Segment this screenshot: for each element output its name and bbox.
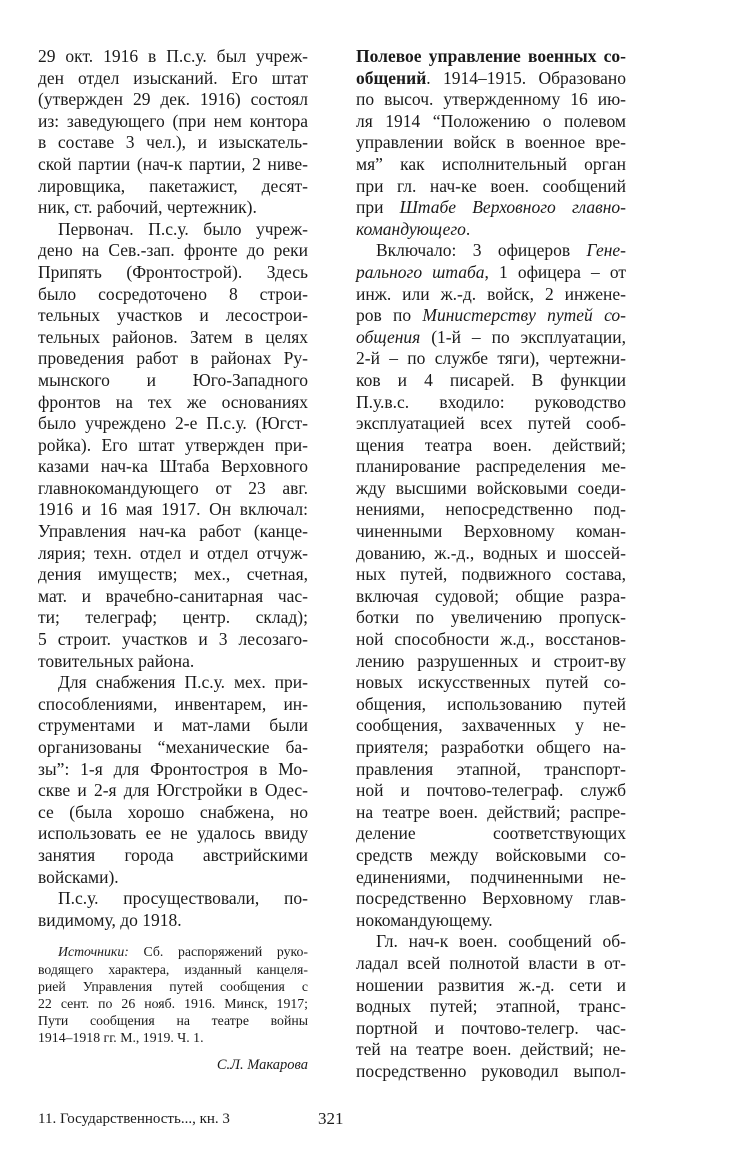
italic-link-text: общения (356, 326, 421, 347)
text-line: тельных участков и лесострои- (38, 305, 308, 326)
sources-line: водящего характера, изданный канцеля- (38, 961, 308, 977)
text-line: инж. или ж.-д. войск, 2 инжене- (356, 283, 626, 304)
text-line: было учреждено 2-е П.с.у. (Югст- (38, 413, 308, 434)
text-line (356, 197, 626, 219)
text-line: 29 окт. 1916 в П.с.у. был учреж- (38, 46, 308, 66)
text-segment: ров по (356, 305, 423, 326)
text-line: планирование распределения ме- (356, 456, 626, 477)
text-line: видимому, до 1918. (38, 909, 182, 930)
text-line: эксплуатацией всех путей сооб- (356, 413, 626, 434)
text-line: скве и 2-я для Югстройки в Одес- (38, 780, 308, 801)
text-line: из: заведующего (при нем контора (38, 110, 308, 131)
text-line: 2-й – по службе тяги), чертежни- (356, 348, 626, 369)
left-paragraph-2 (38, 219, 308, 672)
text-line: по высоч. утвержденному 16 ию- (356, 89, 626, 110)
text-line: мат. и врачебно-санитарная час- (38, 585, 308, 606)
text-line: П.с.у. просуществовали, по- (58, 888, 308, 909)
text-line: зы”: 1-я для Фронтостроя в Мо- (38, 758, 308, 779)
text-line: нениями, непосредственно под- (356, 499, 626, 520)
text-line (356, 327, 626, 349)
text-line (356, 240, 626, 262)
text-line (356, 262, 626, 284)
left-paragraph-3 (38, 672, 308, 888)
text-line: 1916 и 16 мая 1917. Он включал: (38, 499, 308, 520)
text-line: сообщения, захваченных у не- (356, 715, 626, 736)
italic-link-text: Штабе Верховного главно- (399, 197, 627, 218)
text-line: П.у.в.с. входило: руководство (356, 391, 626, 412)
sources-block (38, 943, 308, 1046)
text-line: ден отдел изысканий. Его штат (38, 67, 308, 88)
text-line: единениями, подчиненными не- (356, 866, 626, 887)
text-line: лярия; техн. отдел и отдел отчуж- (38, 542, 308, 563)
text-line: ных путей, подвижного состава, (356, 564, 626, 585)
text-line: ботки по увеличению пропуск- (356, 607, 626, 628)
text-line: мынского и Юго-Западного (38, 369, 308, 390)
text-line: товительных района. (38, 650, 195, 671)
text-line: при гл. нач-ке воен. сообщений (356, 175, 626, 196)
text-line: организованы “механические ба- (38, 737, 308, 757)
text-line: дения имуществ; мех., счетная, (38, 564, 308, 585)
text-line: проведения работ в районах Ру- (38, 348, 308, 369)
text-line: казами нач-ка Штаба Верховного (38, 456, 308, 477)
text-line: ской партии (нач-к партии, 2 ниве- (38, 153, 308, 174)
sources-text: Сб. распоряжений руко- (128, 944, 308, 960)
text-line: ладал всей полнотой власти в от- (356, 952, 626, 973)
text-line: щения театра воен. действий; (356, 434, 626, 455)
text-line: чиненными Верховному коман- (356, 521, 626, 542)
heading-bold: общений (356, 67, 427, 88)
text-line: 5 строит. участков и 3 лесозаго- (38, 629, 308, 650)
text-line: дено на Сев.-зап. фронте до реки (38, 240, 308, 261)
left-paragraph-4 (38, 888, 308, 931)
text-line: ношении развития ж.-д. сети и (356, 974, 626, 995)
text-line: на театре воен. действий; распре- (356, 801, 626, 822)
right-paragraph-1 (356, 46, 626, 240)
text-line: се (была хорошо снабжена, но (38, 801, 308, 822)
italic-link-text: Министерству путей со- (422, 305, 626, 326)
text-line: общения, использованию путей (356, 693, 626, 714)
text-line: струментами и мат-лами были (38, 715, 308, 736)
text-line (356, 68, 626, 90)
text-line: ройка). Его штат утвержден при- (38, 434, 308, 455)
text-line: занятия города австрийскими (38, 844, 308, 865)
text-line: мя” как исполнительный орган (356, 153, 626, 174)
text-line: лировщика, пакетажист, десят- (38, 175, 308, 196)
text-line: портной и почтово-телегр. час- (356, 1017, 626, 1038)
text-segment: . (465, 218, 471, 239)
text-line: Первонач. П.с.у. было учреж- (58, 218, 308, 239)
text-line: управлении войск в военное вре- (356, 132, 626, 153)
text-line: ной способности ж.д., восстанов- (356, 629, 626, 650)
text-line: жду высшими войсковыми соеди- (356, 477, 626, 498)
text-line: деление соответствующих (356, 823, 626, 844)
sources-line: Пути сообщения на театре войны (38, 1013, 308, 1029)
text-line: Управления нач-ка работ (канце- (38, 521, 308, 542)
text-segment: (1-й – по эксплуатации, (420, 326, 626, 347)
text-line: приятеля; разработки общего на- (356, 737, 626, 757)
text-line: нокомандующему. (356, 909, 493, 930)
italic-link-text: Гене- (586, 240, 626, 261)
article-heading (356, 46, 626, 68)
sources-line: 1914–1918 гг. М., 1919. Ч. 1. (38, 1030, 204, 1046)
page-number: 321 (318, 1109, 344, 1128)
text-line: средств между войсковыми со- (356, 844, 626, 865)
italic-link-text: командующего (356, 218, 466, 239)
italic-link-text: рального штаба (356, 261, 485, 282)
heading-bold: Полевое управление военных со- (356, 46, 626, 66)
text-line: тельных районов. Затем в целях (38, 326, 308, 347)
sources-line: 22 сент. по 26 нояб. 1916. Минск, 1917; (38, 995, 308, 1011)
text-line: ти; телеграф; центр. склад); (38, 607, 308, 628)
text-line: Припять (Фронтострой). Здесь (38, 261, 308, 282)
text-line: правления этапной, транспорт- (356, 758, 626, 779)
text-line: главнокомандующего от 23 авг. (38, 477, 308, 498)
text-line: войсками). (38, 866, 119, 887)
text-line: водных путей; этапной, транс- (356, 996, 626, 1017)
text-segment: Включало: 3 офицеров (376, 240, 587, 261)
text-line: ник, ст. рабочий, чертежник). (38, 197, 257, 218)
text-line: Для снабжения П.с.у. мех. при- (58, 672, 308, 693)
text-line: было сосредоточено 8 строи- (38, 283, 308, 304)
sources-line: рией Управления путей сообщения с (38, 978, 308, 994)
text-line (356, 305, 626, 327)
text-line: лению разрушенных и строит-ву (356, 650, 626, 671)
text-segment: . 1914–1915. Образовано (426, 67, 626, 88)
text-line: включая судовой; общие разра- (356, 585, 626, 606)
text-line: способлениями, инвентарем, ин- (38, 693, 308, 714)
text-line (356, 219, 626, 241)
left-paragraph-1 (38, 46, 308, 219)
text-line: в составе 3 чел.), и изыскатель- (38, 132, 308, 153)
text-line: (утвержден 29 дек. 1916) состоял (38, 89, 308, 110)
text-line: использовать ее не удалось ввиду (38, 823, 308, 844)
text-line: посредственно Верховному глав- (356, 888, 626, 909)
printer-signature: 11. Государственность..., кн. 3 (38, 1111, 230, 1127)
text-segment: , 1 офицера – от (484, 261, 626, 282)
text-line: ля 1914 “Положению о полевом (356, 110, 626, 131)
text-line: ков и 4 писарей. В функции (356, 369, 626, 390)
left-column (38, 46, 308, 1076)
sources-label: Источники: (58, 944, 129, 960)
text-line: новых искусственных путей со- (356, 672, 626, 693)
text-line: дованию, ж.-д., водных и шоссей- (356, 542, 626, 563)
text-line: ной и почтово-телеграф. служб (356, 780, 626, 801)
text-line: фронтов на тех же основаниях (38, 391, 308, 412)
right-column (356, 46, 626, 1083)
right-paragraph-2 (356, 240, 626, 931)
text-line: Гл. нач-к воен. сообщений об- (376, 931, 626, 952)
author-signature: С.Л. Макарова (216, 1056, 308, 1073)
sources-line (38, 943, 308, 960)
text-line: посредственно руководил выпол- (356, 1060, 626, 1081)
text-line: тей на театре воен. действий; не- (356, 1039, 626, 1060)
right-paragraph-3 (356, 931, 626, 1082)
text-segment: при (356, 197, 400, 218)
